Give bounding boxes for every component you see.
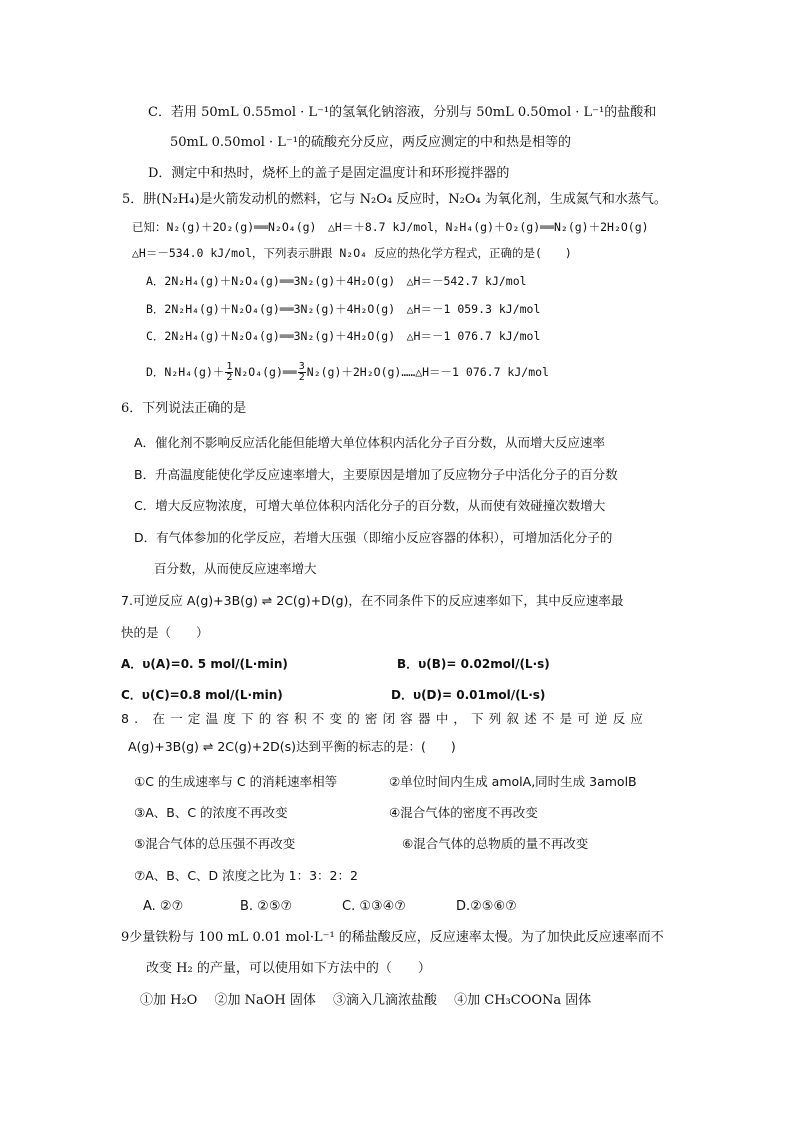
q5-stem-line1: 5．肼(N₂H₄)是火箭发动机的燃料，它与 N₂O₄ 反应时，N₂O₄ 为氧化剂，生成氮气和水蒸气。 xyxy=(122,192,667,207)
q6-option-d-line2: 百分数，从而使反应速率增大 xyxy=(154,561,317,576)
q5-d-post: N₂(g)＋2H₂O(g)……△H＝－1 076.7 kJ/mol xyxy=(306,365,549,379)
q5-stem-line3: △H＝－534.0 kJ/mol，下列表示肼跟 N₂O₄ 反应的热化学方程式，正确的是( ) xyxy=(132,246,572,260)
q5-stem-line2: 已知：N₂(g)＋2O₂(g)══N₂O₄(g) △H＝＋8.7 kJ/mol，N₂H₄(g)＋O₂(g)══N₂(g)＋2H₂O(g) xyxy=(132,220,649,234)
q8-option-d: D.②⑤⑥⑦ xyxy=(456,899,517,914)
q4-option-c-line2: 50mL 0.50mol · L⁻¹的硫酸充分反应，两反应测定的中和热是相等的 xyxy=(170,135,571,150)
q6-option-c: C．增大反应物浓度，可增大单位体积内活化分子的百分数，从而使有效碰撞次数增大 xyxy=(134,498,606,513)
fraction-numerator: 3 xyxy=(298,361,305,372)
q6-option-a: A．催化剂不影响反应活化能但能增大单位体积内活化分子百分数，从而增大反应速率 xyxy=(134,435,606,450)
q6-option-b: B．升高温度能使化学反应速率增大，主要原因是增加了反应物分子中活化分子的百分数 xyxy=(134,467,618,482)
q5-d-fraction-2 xyxy=(298,362,306,383)
fraction-denominator: 2 xyxy=(226,372,233,383)
q8-item-7: ⑦A、B、C、D 浓度之比为 1：3：2：2 xyxy=(134,868,358,883)
q7-option-a: A．υ(A)=0. 5 mol/(L·min) xyxy=(121,657,288,671)
q8-stem-line1: 8. 在一定温度下的容积不变的密闭容器中，下列叙述不是可逆反应 xyxy=(121,711,649,726)
q8-item-1: ①C 的生成速率与 C 的消耗速率相等 xyxy=(134,774,338,789)
fraction-denominator: 2 xyxy=(298,372,305,383)
q7-stem-line2: 快的是（ ） xyxy=(121,625,209,640)
q6-stem: 6．下列说法正确的是 xyxy=(121,401,247,416)
q5-option-a: A．2N₂H₄(g)＋N₂O₄(g)══3N₂(g)＋4H₂O(g) △H＝－542.7 kJ/mol xyxy=(146,274,527,288)
q5-option-b: B．2N₂H₄(g)＋N₂O₄(g)══3N₂(g)＋4H₂O(g) △H＝－1 059.3 kJ/mol xyxy=(146,302,541,316)
q9-options: ①加 H₂O ②加 NaOH 固体 ③滴入几滴浓盐酸 ④加 CH₃COONa 固体 xyxy=(140,993,592,1008)
q5-d-mid: N₂O₄(g)══ xyxy=(234,365,297,379)
q8-item-3: ③A、B、C 的浓度不再改变 xyxy=(134,805,288,820)
q5-option-d xyxy=(146,360,549,384)
q8-item-4: ④混合气体的密度不再改变 xyxy=(389,805,538,820)
q4-option-d: D．测定中和热时，烧杯上的盖子是固定温度计和环形搅拌器的 xyxy=(148,166,510,181)
q8-item-5: ⑤混合气体的总压强不再改变 xyxy=(134,836,296,851)
q5-d-fraction-1 xyxy=(225,362,233,383)
q5-option-c: C．2N₂H₄(g)＋N₂O₄(g)══3N₂(g)＋4H₂O(g) △H＝－1 076.7 kJ/mol xyxy=(146,329,541,343)
q8-item-6: ⑥混合气体的总物质的量不再改变 xyxy=(402,836,589,851)
q6-option-d-line1: D．有气体参加的化学反应，若增大压强（即缩小反应容器的体积），可增加活化分子的 xyxy=(134,530,613,545)
q7-option-b: B．υ(B)= 0.02mol/(L·s) xyxy=(397,657,550,671)
q8-option-a: A. ②⑦ xyxy=(143,899,184,914)
q7-option-d: D．υ(D)= 0.01mol/(L·s) xyxy=(391,688,546,702)
q8-option-b: B. ②⑤⑦ xyxy=(240,899,293,914)
q7-stem-line1: 7.可逆反应 A(g)+3B(g) ⇌ 2C(g)+D(g)，在不同条件下的反应速率如下，其中反应速率最 xyxy=(121,593,624,608)
q8-option-c: C. ①③④⑦ xyxy=(342,899,406,914)
q8-stem-line2: A(g)+3B(g) ⇌ 2C(g)+2D(s)达到平衡的标志的是：( ) xyxy=(128,739,456,754)
q8-item-2: ②单位时间内生成 amolA,同时生成 3amolB xyxy=(389,774,637,789)
q5-d-pre: D．N₂H₄(g)＋ xyxy=(146,365,225,379)
q9-stem-line2: 改变 H₂ 的产量，可以使用如下方法中的（ ） xyxy=(146,961,431,976)
fraction-numerator: 1 xyxy=(226,361,233,372)
q7-option-c: C．υ(C)=0.8 mol/(L·min) xyxy=(121,688,283,702)
q4-option-c-line1: C．若用 50mL 0.55mol · L⁻¹的氢氧化钠溶液，分别与 50mL 0.50mol · L⁻¹的盐酸和 xyxy=(148,105,657,120)
q9-stem-line1: 9少量铁粉与 100 mL 0.01 mol·L⁻¹ 的稀盐酸反应，反应速率太慢。为了加快此反应速率而不 xyxy=(121,930,664,945)
